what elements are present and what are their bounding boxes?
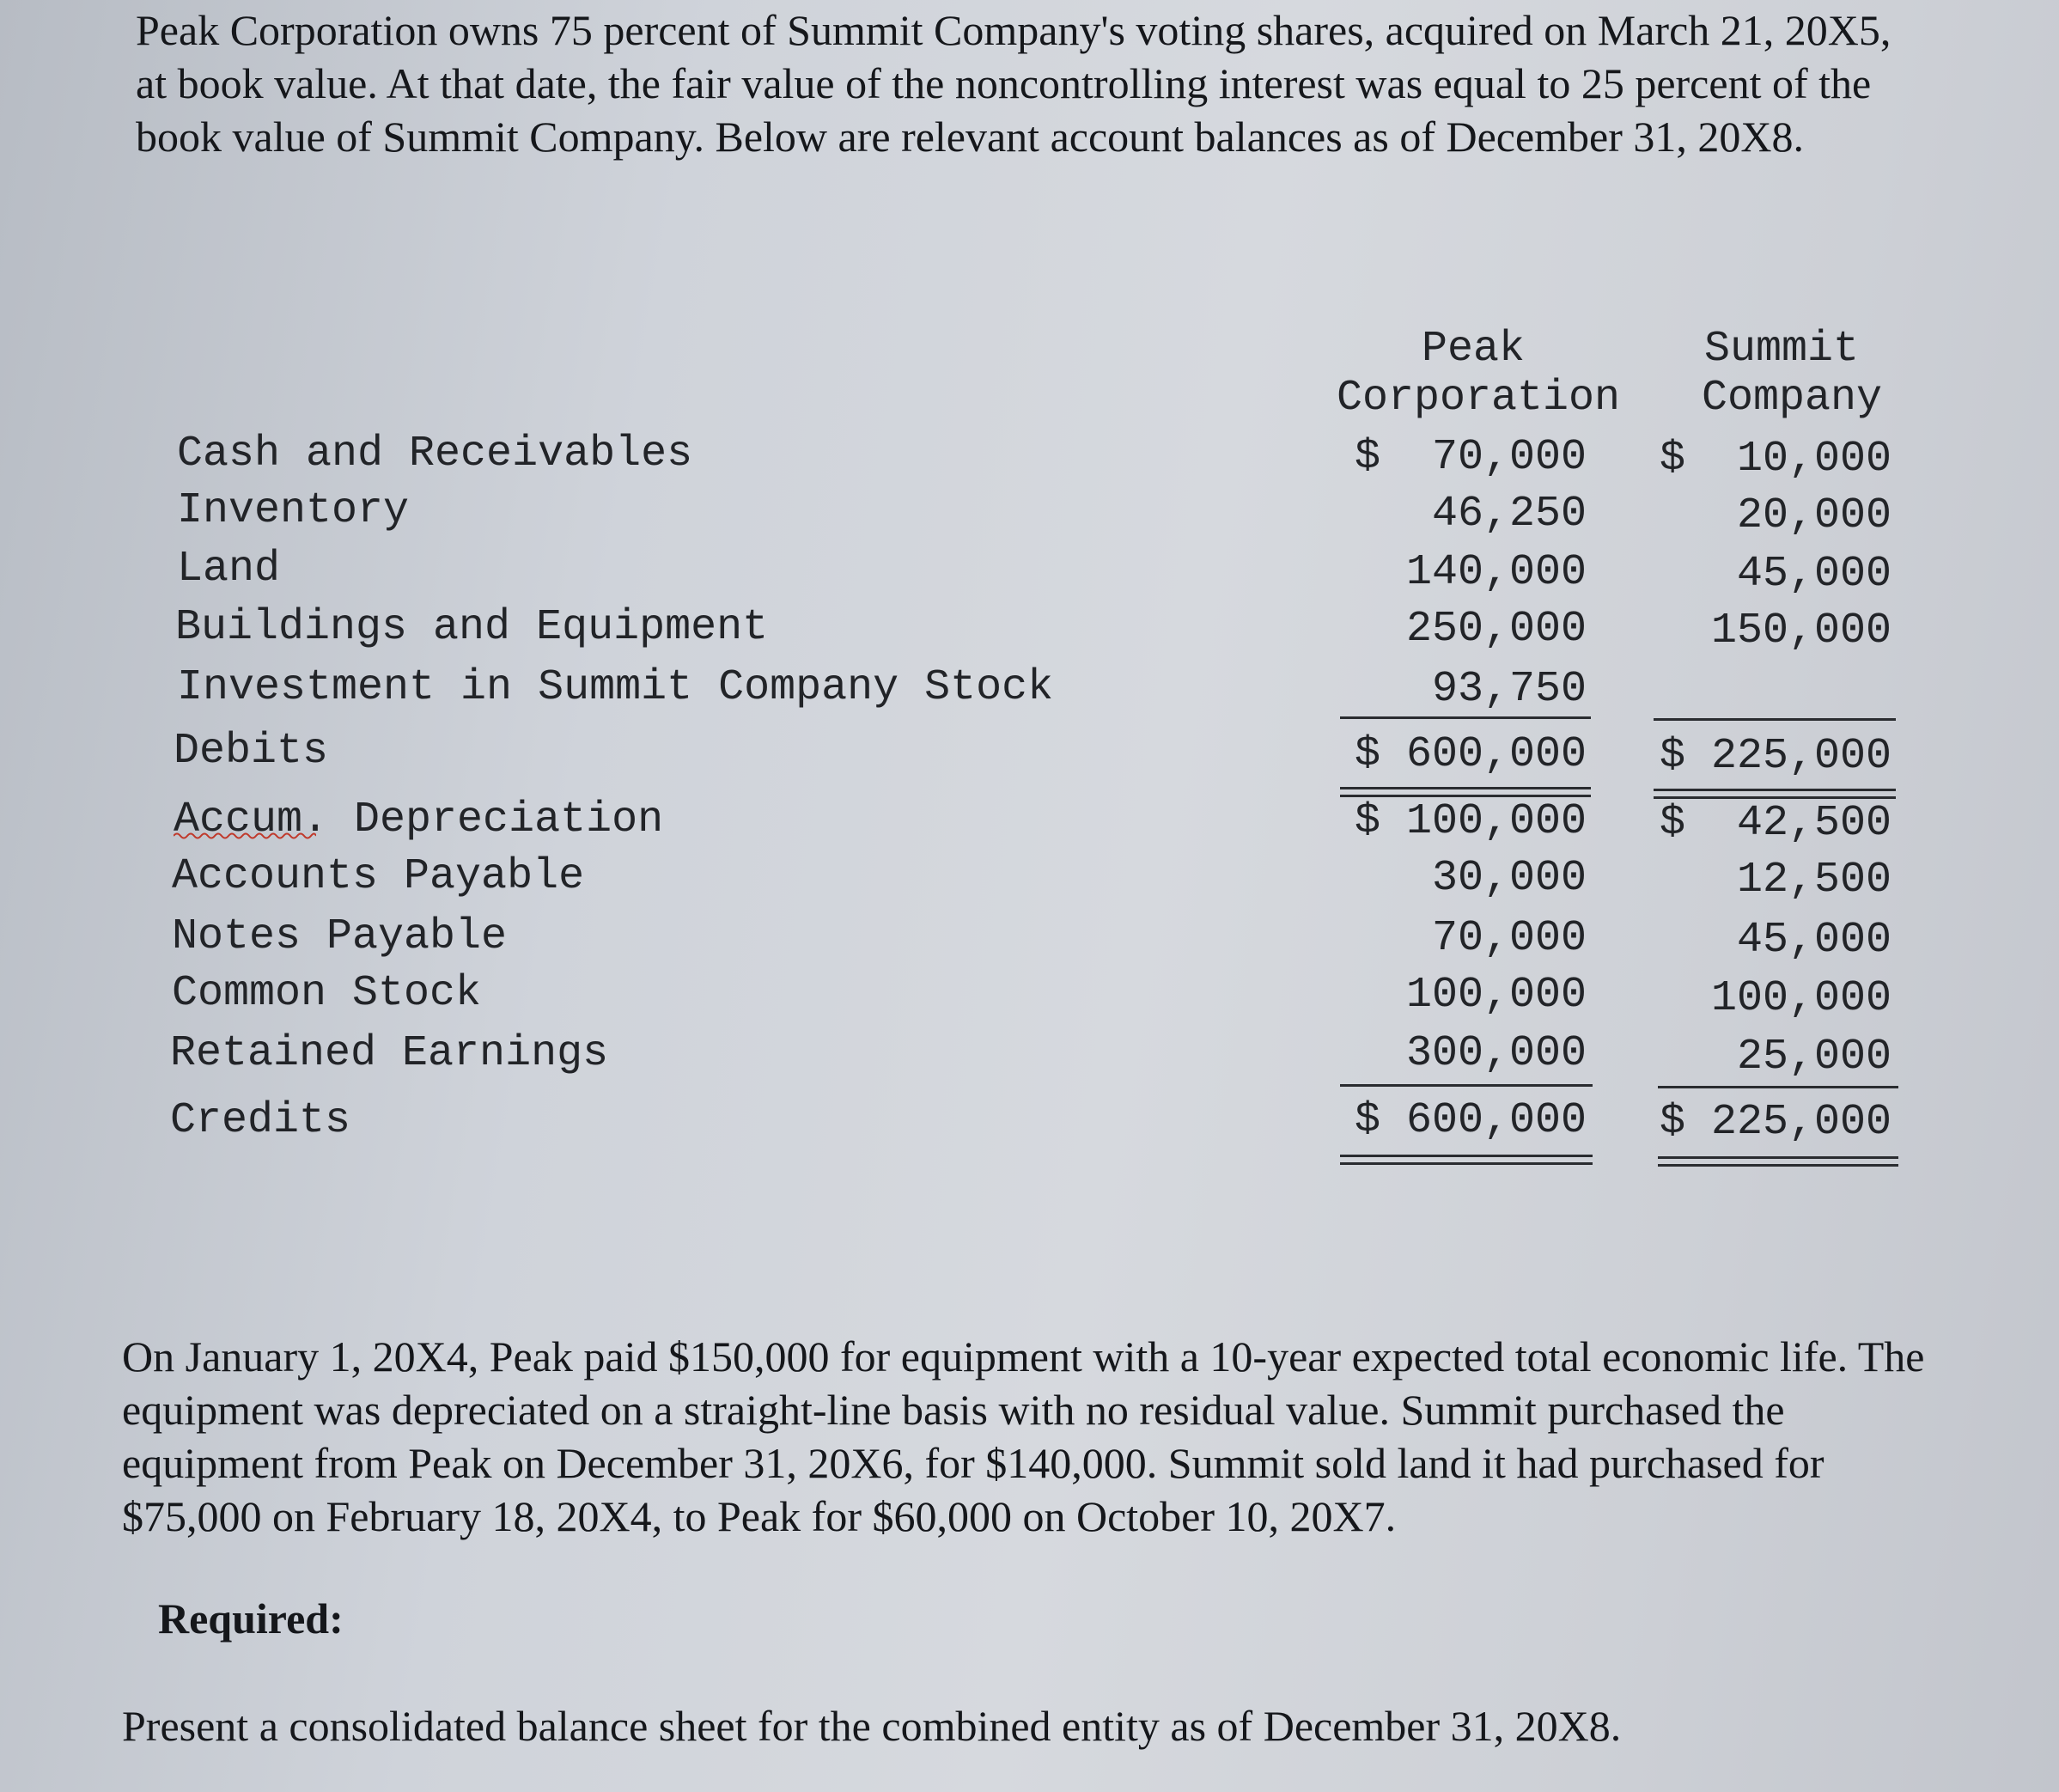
summit-retained-earnings: 25,000 [1736,1033,1891,1082]
summit-debits-double-rule [1654,789,1896,799]
row-label-land: Land [177,545,281,594]
problem-notes: On January 1, 20X4, Peak paid $150,000 for equipment with a 10-year expected total economic life. The equipment was depreciated on a straight-line basis with no residual value. Summit purchased the equipment from Peak on December 31, 20X6, for $140,000. Summit sold land it had purchased for $75,000 on February 18, 20X4, to Peak for $60,000 on October 10, 20X7. [122,1332,1925,1540]
row-label-notes-payable: Notes Payable [172,912,508,961]
summit-accum-depreciation: $ 42,500 [1659,799,1891,848]
peak-accounts-payable: 30,000 [1431,854,1587,903]
peak-accum-depreciation: $ 100,000 [1354,797,1587,846]
peak-cash: $ 70,000 [1354,433,1587,482]
peak-credits-total: $ 600,000 [1354,1096,1587,1145]
spellcheck-squiggle [174,832,316,840]
row-label-cash: Cash and Receivables [177,430,693,478]
peak-inventory: 46,250 [1431,490,1587,539]
peak-debits-total: $ 600,000 [1354,730,1587,779]
required-task: Present a consolidated balance sheet for the combined entity as of December 31, 20X8. [122,1702,1622,1750]
row-label-debits: Debits [174,727,329,776]
summit-credits-total: $ 225,000 [1659,1098,1891,1147]
header-summit-line2: Company [1702,374,1883,423]
summit-credits-double-rule [1658,1156,1898,1167]
problem-intro: Peak Corporation owns 75 percent of Summit Company's voting shares, acquired on March 21, 20X5, at book value. At that date, the fair value of the noncontrolling interest was equal to 25 percent of the book value of Summit Company. Below are relevant account balances as of December 31, 20X8. [136,6,1891,161]
row-label-inventory: Inventory [177,486,410,535]
peak-common-stock: 100,000 [1405,971,1587,1020]
summit-accounts-payable: 12,500 [1736,856,1891,905]
peak-debits-double-rule [1340,787,1591,797]
peak-debits-subtotal-rule [1340,716,1591,719]
row-label-accum-depreciation: Accum. Depreciation [174,795,664,844]
summit-buildings: 150,000 [1710,606,1891,655]
summit-land: 45,000 [1736,550,1891,599]
header-peak-line1: Peak [1422,325,1526,374]
summit-inventory: 20,000 [1736,491,1891,540]
peak-investment: 93,750 [1431,665,1587,714]
row-label-accounts-payable: Accounts Payable [172,852,585,901]
row-label-common-stock: Common Stock [172,969,482,1018]
peak-notes-payable: 70,000 [1431,914,1587,963]
summit-common-stock: 100,000 [1710,974,1891,1023]
summit-debits-subtotal-rule [1654,718,1896,721]
summit-notes-payable: 45,000 [1736,916,1891,965]
peak-credits-double-rule [1340,1155,1593,1165]
row-label-retained-earnings: Retained Earnings [170,1029,609,1078]
required-heading: Required: [158,1594,344,1643]
peak-retained-earnings: 300,000 [1405,1029,1587,1078]
summit-credits-subtotal-rule [1658,1086,1898,1088]
row-label-investment: Investment in Summit Company Stock [177,663,1054,712]
summit-cash: $ 10,000 [1659,435,1891,484]
header-summit-line1: Summit [1704,325,1860,374]
row-label-buildings: Buildings and Equipment [175,603,769,652]
row-label-credits: Credits [170,1096,351,1145]
header-peak-line2: Corporation [1337,374,1621,423]
peak-credits-subtotal-rule [1340,1084,1593,1087]
peak-land: 140,000 [1405,548,1587,597]
peak-buildings: 250,000 [1405,605,1587,654]
summit-debits-total: $ 225,000 [1659,732,1891,781]
